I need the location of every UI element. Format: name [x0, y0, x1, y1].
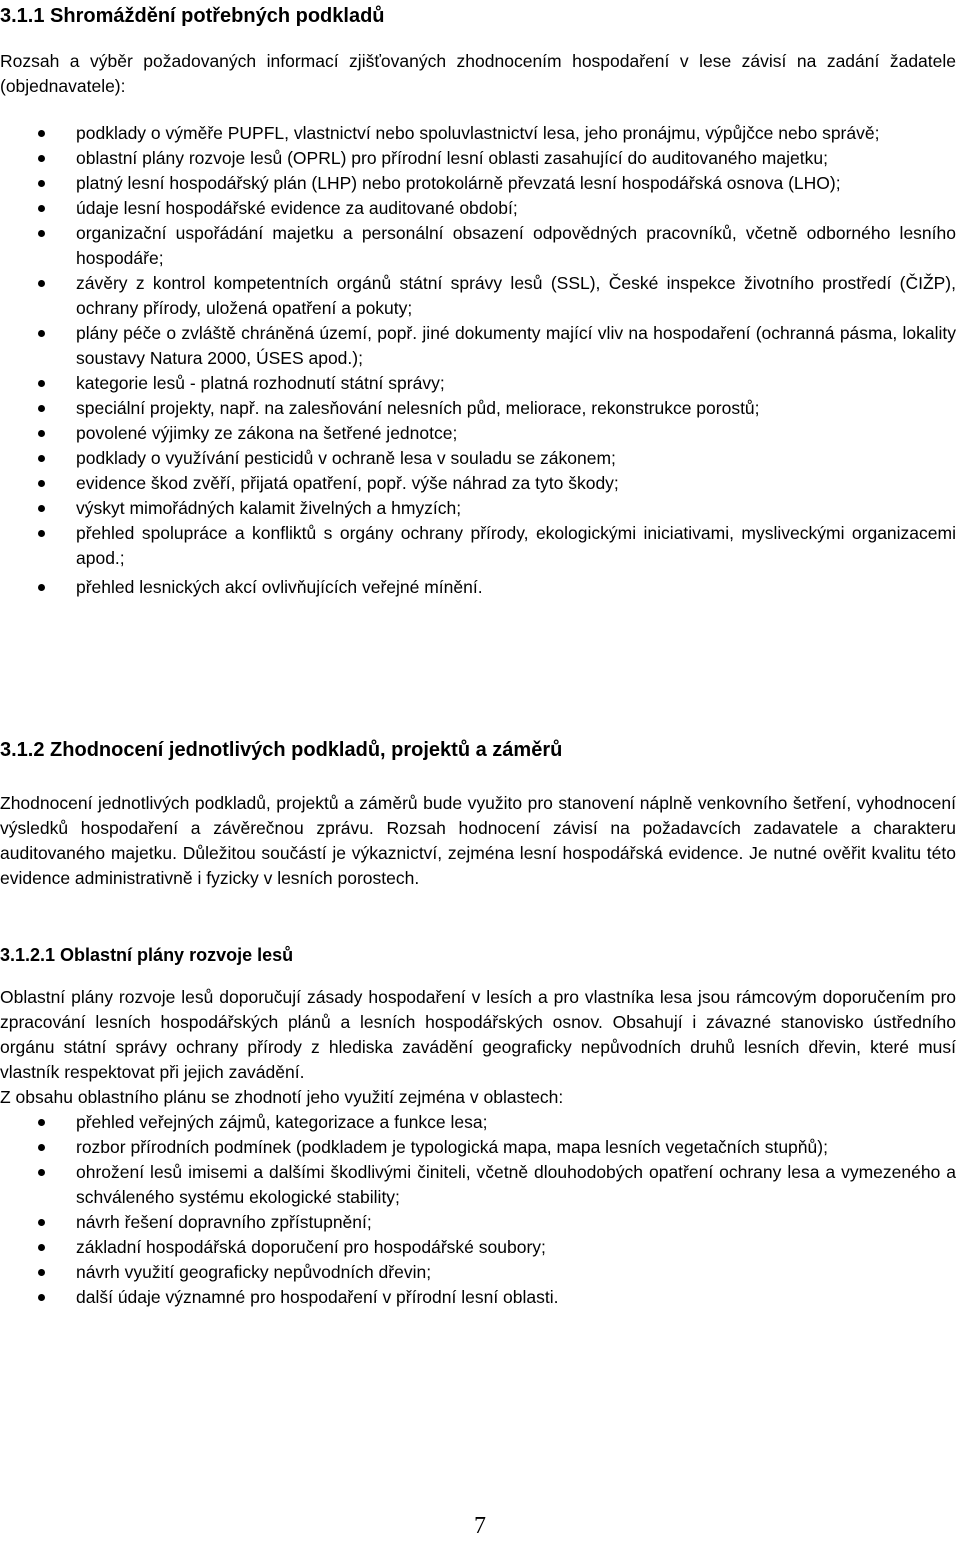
list-item: přehled spolupráce a konfliktů s orgány ochrany přírody, ekologickými iniciativami, mysliveckými organizacemi apod.; — [0, 521, 956, 571]
list-item: organizační uspořádání majetku a personální obsazení odpovědných pracovníků, včetně odborného lesního hospodáře; — [0, 221, 956, 271]
bullet-icon — [38, 1219, 45, 1226]
intro-paragraph: Rozsah a výběr požadovaných informací zjišťovaných zhodnocením hospodaření v lese závisí na zadání žadatele (objednavatele): — [0, 51, 956, 96]
bullet-icon — [38, 1294, 45, 1301]
evaluation-paragraph: Zhodnocení jednotlivých podkladů, projektů a záměrů bude využito pro stanovení náplně venkovního šetření, vyhodnocení výsledků hospodaření a závěrečnou zprávu. Rozsah hodnocení závisí na požadavcích zadavatele a charakteru auditovaného majetku. Důležitou součástí je výkaznictví, zejména lesní hospodářská evidence. Je nutné ověřit kvalitu této evidence administrativně i fyzicky v lesních porostech. — [0, 793, 956, 888]
bullet-icon — [38, 130, 45, 137]
bullet-icon — [38, 530, 45, 537]
list-item: návrh využití geograficky nepůvodních dřevin; — [0, 1260, 956, 1285]
list-item: rozbor přírodních podmínek (podkladem je typologická mapa, mapa lesních vegetačních stupňů); — [0, 1135, 956, 1160]
list-item: ohrožení lesů imisemi a dalšími škodlivými činiteli, včetně dlouhodobých opatření ochrany lesa a vymezeného a schváleného systému ekologické stability; — [0, 1160, 956, 1210]
list-item: přehled lesnických akcí ovlivňujících veřejné mínění. — [0, 575, 956, 600]
bullet-icon — [38, 405, 45, 412]
section-heading-3-1-2: 3.1.2 Zhodnocení jednotlivých podkladů, projektů a záměrů — [0, 739, 563, 761]
requirements-list — [0, 121, 956, 600]
section-3 — [0, 942, 956, 968]
bullet-icon — [38, 1119, 45, 1126]
bullet-icon — [38, 1144, 45, 1151]
list-item: evidence škod zvěří, přijatá opatření, popř. výše náhrad za tyto škody; — [0, 471, 956, 496]
bullet-icon — [38, 205, 45, 212]
bullet-icon — [38, 180, 45, 187]
bullet-icon — [38, 330, 45, 337]
section-2-body — [0, 791, 956, 891]
list-item: oblastní plány rozvoje lesů (OPRL) pro přírodní lesní oblasti zasahující do auditovaného majetku; — [0, 146, 956, 171]
section-heading-3-1-1: 3.1.1 Shromáždění potřebných podkladů — [0, 5, 385, 27]
list-item: návrh řešení dopravního zpřístupnění; — [0, 1210, 956, 1235]
bullet-icon — [38, 380, 45, 387]
list-item: výskyt mimořádných kalamit živelných a hmyzích; — [0, 496, 956, 521]
section-heading-3-1-2-1: 3.1.2.1 Oblastní plány rozvoje lesů — [0, 945, 294, 965]
bullet-icon — [38, 584, 45, 591]
list-item: další údaje významné pro hospodaření v přírodní lesní oblasti. — [0, 1285, 956, 1310]
list-item: kategorie lesů - platná rozhodnutí státní správy; — [0, 371, 956, 396]
list-item: povolené výjimky ze zákona na šetřené jednotce; — [0, 421, 956, 446]
bullet-icon — [38, 1169, 45, 1176]
list-item: základní hospodářská doporučení pro hospodářské soubory; — [0, 1235, 956, 1260]
bullet-icon — [38, 155, 45, 162]
page-number: 7 — [474, 1513, 486, 1539]
list-item: podklady o využívání pesticidů v ochraně lesa v souladu se zákonem; — [0, 446, 956, 471]
bullet-icon — [38, 505, 45, 512]
section-2 — [0, 736, 956, 764]
bullet-icon — [38, 430, 45, 437]
section-3-body — [0, 985, 956, 1310]
section-1-intro — [0, 49, 956, 99]
list-item: speciální projekty, např. na zalesňování nelesních půd, meliorace, rekonstrukce porostů; — [0, 396, 956, 421]
bullet-icon — [38, 280, 45, 287]
section-1 — [0, 2, 956, 30]
bullet-icon — [38, 1244, 45, 1251]
list-item: údaje lesní hospodářské evidence za auditované období; — [0, 196, 956, 221]
list-item: přehled veřejných zájmů, kategorizace a funkce lesa; — [0, 1110, 956, 1135]
plans-paragraph: Oblastní plány rozvoje lesů doporučují zásady hospodaření v lesích a pro vlastníka lesa jsou rámcovým doporučením pro zpracování lesních hospodářských plánů a lesních hospodářských osnov. Obsahují i závazné stanovisko ústředního orgánu státní správy ochrany přírody z hlediska zavádění geograficky nepůvodních druhů lesních dřevin, které musí vlastník respektovat při jejich zavádění. — [0, 987, 956, 1082]
list-item: podklady o výměře PUPFL, vlastnictví nebo spoluvlastnictví lesa, jeho pronájmu, výpůjčce nebo správě; — [0, 121, 956, 146]
bullet-icon — [38, 480, 45, 487]
list-item: plány péče o zvláště chráněná území, popř. jiné dokumenty mající vliv na hospodaření (ochranná pásma, lokality soustavy Natura 2000, ÚSES apod.); — [0, 321, 956, 371]
list-item: platný lesní hospodářský plán (LHP) nebo protokolárně převzatá lesní hospodářská osnova (LHO); — [0, 171, 956, 196]
bullet-icon — [38, 1269, 45, 1276]
bullet-icon — [38, 455, 45, 462]
plans-lead: Z obsahu oblastního plánu se zhodnotí jeho využití zejména v oblastech: — [0, 1087, 564, 1107]
list-item: závěry z kontrol kompetentních orgánů státní správy lesů (SSL), České inspekce životního prostředí (ČIŽP), ochrany přírody, uložená opatření a pokuty; — [0, 271, 956, 321]
section-1-list — [0, 121, 956, 600]
bullet-icon — [38, 230, 45, 237]
evaluation-areas-list — [0, 1110, 956, 1310]
